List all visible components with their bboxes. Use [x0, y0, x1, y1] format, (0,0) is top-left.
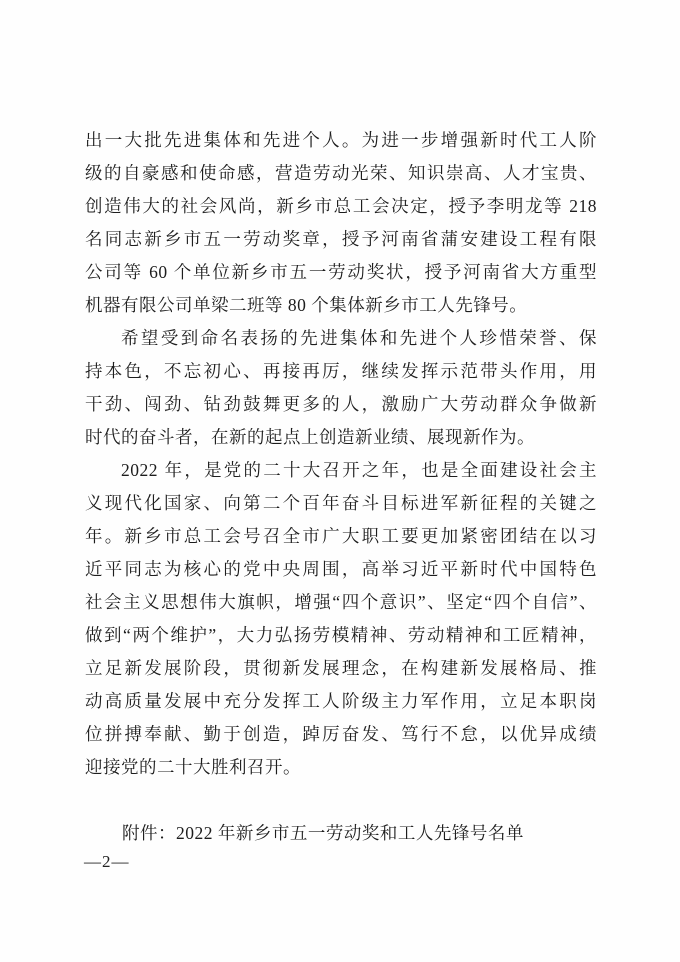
paragraph [85, 124, 597, 322]
text-line: 动高质量发展中充分发挥工人阶级主力军作用，立足本职岗 [85, 691, 597, 711]
document-body [85, 124, 597, 784]
page-number: —2— [84, 852, 130, 871]
paragraph [85, 454, 597, 784]
text-line: 义现代化国家、向第二个百年奋斗目标进军新征程的关键之 [85, 493, 597, 513]
attachment-line: 附件：2022 年新乡市五一劳动奖和工人先锋号名单 [122, 823, 524, 843]
text-line: 做到“两个维护”，大力弘扬劳模精神、劳动精神和工匠精神， [85, 625, 597, 645]
text-line: 级的自豪感和使命感，营造劳动光荣、知识崇高、人才宝贵、 [85, 163, 597, 183]
text-line: 希望受到命名表扬的先进集体和先进个人珍惜荣誉、保 [121, 328, 597, 348]
text-line: 持本色，不忘初心、再接再厉，继续发挥示范带头作用，用 [85, 361, 597, 381]
text-line: 社会主义思想伟大旗帜，增强“四个意识”、坚定“四个自信”、 [85, 592, 597, 612]
paragraph [85, 322, 597, 454]
text-line: 时代的奋斗者，在新的起点上创造新业绩、展现新作为。 [85, 427, 535, 447]
text-line: 创造伟大的社会风尚，新乡市总工会决定，授予李明龙等 218 [85, 196, 597, 216]
text-line: 出一大批先进集体和先进个人。为进一步增强新时代工人阶 [85, 130, 597, 150]
text-line: 位拼搏奉献、勤于创造，踔厉奋发、笃行不怠，以优异成绩 [85, 724, 597, 744]
text-line: 干劲、闯劲、钻劲鼓舞更多的人，激励广大劳动群众争做新 [85, 394, 597, 414]
text-line: 公司等 60 个单位新乡市五一劳动奖状，授予河南省大方重型 [85, 262, 597, 282]
text-line: 机器有限公司单梁二班等 80 个集体新乡市工人先锋号。 [85, 295, 528, 315]
text-line: 迎接党的二十大胜利召开。 [85, 757, 301, 777]
text-line: 年。新乡市总工会号召全市广大职工要更加紧密团结在以习 [85, 526, 597, 546]
text-line: 近平同志为核心的党中央周围，高举习近平新时代中国特色 [85, 559, 597, 579]
text-line: 立足新发展阶段，贯彻新发展理念，在构建新发展格局、推 [85, 658, 597, 678]
text-line: 名同志新乡市五一劳动奖章，授予河南省蒲安建设工程有限 [85, 229, 597, 249]
text-line: 2022 年，是党的二十大召开之年，也是全面建设社会主 [121, 460, 597, 480]
